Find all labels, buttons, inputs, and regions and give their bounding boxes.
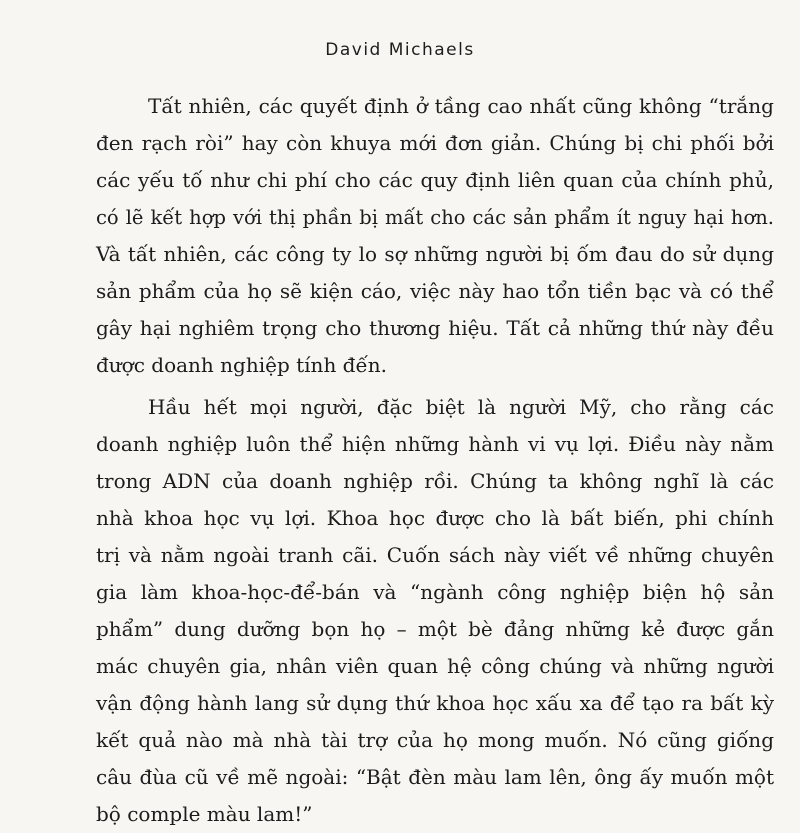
text-line: trong ADN của doanh nghiệp rồi. Chúng ta không nghĩ là các xyxy=(96,469,774,493)
text-line: phẩm” dung dưỡng bọn họ – một bè đảng những kẻ được gắn xyxy=(96,617,774,641)
text-line: đen rạch ròi” hay còn khuya mới đơn giản. Chúng bị chi phối bởi xyxy=(96,131,774,155)
body-text xyxy=(96,88,774,833)
text-line: gây hại nghiêm trọng cho thương hiệu. Tất cả những thứ này đều xyxy=(96,316,774,340)
running-header-author: David Michaels xyxy=(325,40,475,60)
text-line: trị và nằm ngoài tranh cãi. Cuốn sách này viết về những chuyên xyxy=(96,543,774,567)
text-line: các yếu tố như chi phí cho các quy định liên quan của chính phủ, xyxy=(96,168,774,192)
text-line: sản phẩm của họ sẽ kiện cáo, việc này hao tổn tiền bạc và có thể xyxy=(96,279,774,303)
text-line: nhà khoa học vụ lợi. Khoa học được cho là bất biến, phi chính xyxy=(96,506,774,530)
text-line: doanh nghiệp luôn thể hiện những hành vi vụ lợi. Điều này nằm xyxy=(96,432,774,456)
text-line: Tất nhiên, các quyết định ở tầng cao nhất cũng không “trắng xyxy=(148,94,774,118)
text-line: được doanh nghiệp tính đến. xyxy=(96,353,388,377)
text-line: câu đùa cũ về mẽ ngoài: “Bật đèn màu lam lên, ông ấy muốn một xyxy=(96,765,774,789)
paragraph xyxy=(96,88,774,384)
text-line: mác chuyên gia, nhân viên quan hệ công chúng và những người xyxy=(96,654,774,678)
text-line: bộ comple màu lam!” xyxy=(96,802,313,826)
text-line: Hầu hết mọi người, đặc biệt là người Mỹ, cho rằng các xyxy=(148,395,774,419)
text-line: kết quả nào mà nhà tài trợ của họ mong muốn. Nó cũng giống xyxy=(96,728,774,752)
paragraph xyxy=(96,389,774,833)
text-line: vận động hành lang sử dụng thứ khoa học xấu xa để tạo ra bất kỳ xyxy=(96,691,774,715)
text-line: gia làm khoa-học-để-bán và “ngành công nghiệp biện hộ sản xyxy=(96,580,774,604)
text-line: có lẽ kết hợp với thị phần bị mất cho các sản phẩm ít nguy hại hơn. xyxy=(96,206,774,229)
text-line: Và tất nhiên, các công ty lo sợ những người bị ốm đau do sử dụng xyxy=(96,242,774,266)
